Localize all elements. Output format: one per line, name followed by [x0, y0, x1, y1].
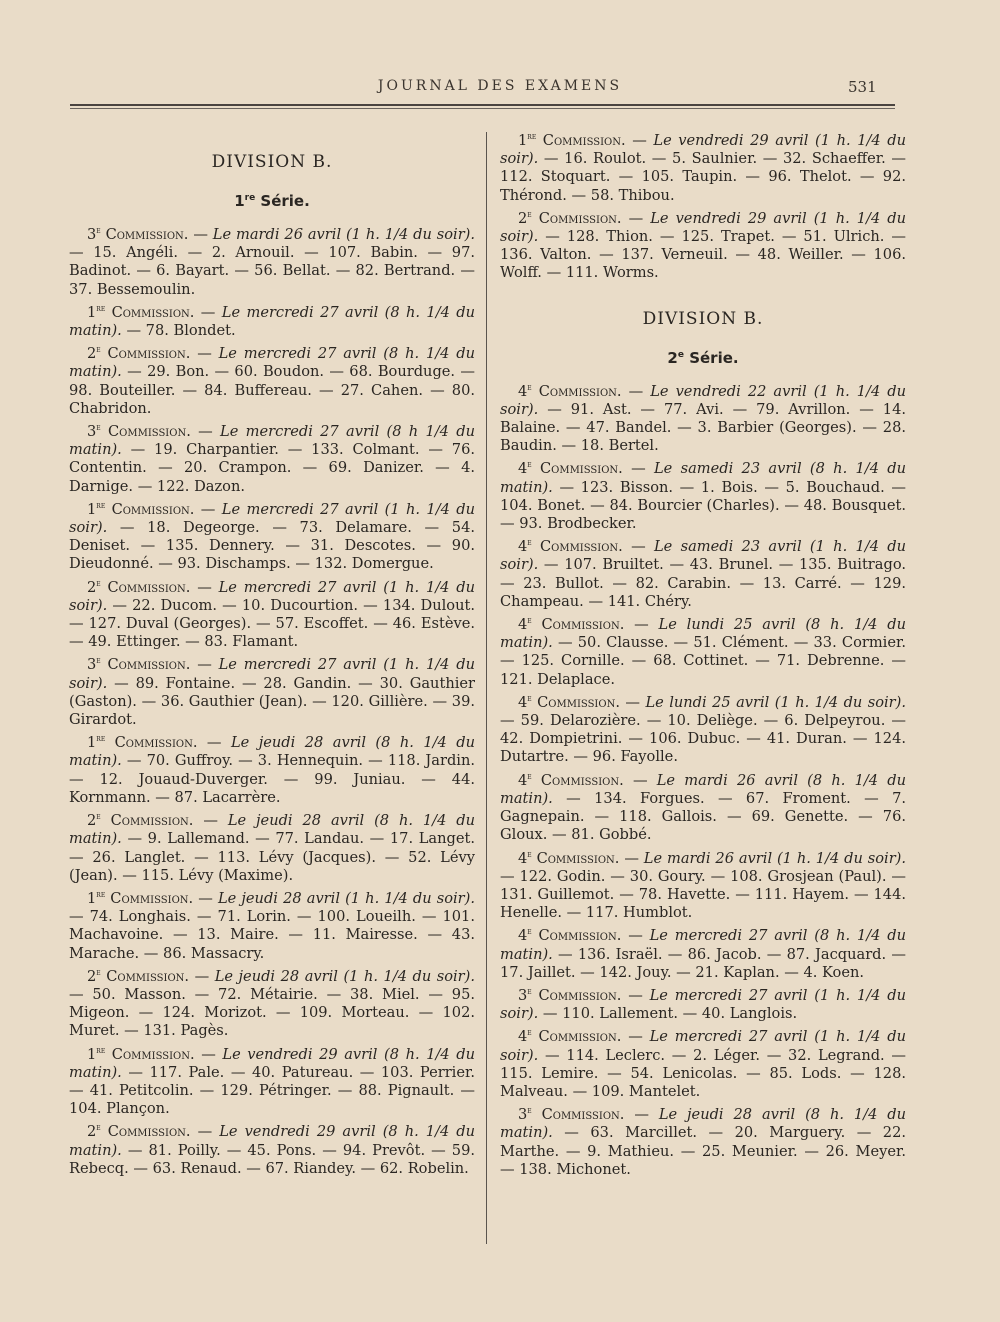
commission-ordinal: e	[96, 1123, 101, 1134]
commission-ordinal: e	[96, 967, 101, 978]
candidate-list: — 110. Lallement. — 40. Langlois.	[538, 1005, 798, 1023]
separator: —	[193, 812, 228, 830]
exam-date: Le mardi 26 avril (8 h. 1/4 du matin).	[500, 771, 907, 807]
commission-entry	[69, 304, 475, 340]
exam-date: Le samedi 23 avril (8 h. 1/4 du matin).	[500, 460, 907, 496]
commission-entry	[500, 383, 906, 456]
commission-entry	[69, 734, 475, 807]
commission-ordinal: e	[96, 812, 101, 823]
exam-date: Le mercredi 27 avril (8 h. 1/4 du matin).	[69, 303, 476, 340]
commission-label: Commission.	[100, 967, 190, 985]
commission-label: Commission.	[531, 538, 623, 556]
commission-entry	[500, 987, 906, 1023]
commission-entry	[500, 1028, 906, 1101]
commission-number: 4	[518, 382, 528, 400]
commission-number: 4	[518, 460, 528, 478]
commission-label: Commission.	[100, 1123, 191, 1141]
commission-label: Commission.	[531, 460, 623, 478]
commission-entry	[69, 656, 475, 729]
commission-ordinal: re	[96, 1045, 106, 1056]
commission-label: Commission.	[531, 382, 622, 400]
exam-date: Le mercredi 27 avril (1 h. 1/4 du soir).	[69, 500, 476, 537]
commission-entry	[69, 812, 475, 885]
running-title: JOURNAL DES EXAMENS	[377, 78, 623, 94]
candidate-list: — 50. Clausse. — 51. Clément. — 33. Cormier. — 125. Cornille. — 68. Cottinet. — 71. Debrenne. — 121. Delaplace.	[500, 634, 906, 688]
commission-ordinal: e	[96, 423, 101, 434]
commission-number: 2	[87, 345, 97, 363]
division-heading: DIVISION B.	[642, 308, 764, 329]
right-column	[500, 132, 906, 1184]
exam-date: Le mercredi 27 avril (1 h. 1/4 du soir).	[69, 656, 475, 692]
commission-label: Commission.	[531, 693, 620, 711]
separator: —	[197, 734, 231, 752]
serie-ordinal: re	[244, 193, 256, 203]
candidate-list: — 122. Godin. — 30. Goury. — 108. Grosjean (Paul). — 131. Guillemot. — 78. Havette. — 111. Hayem. — 144. Henelle. — 117. Humblot.	[500, 867, 906, 922]
commission-entry	[500, 1106, 906, 1179]
commission-number: 3	[87, 226, 97, 243]
exam-date: Le samedi 23 avril (1 h. 1/4 du soir).	[500, 538, 907, 574]
commission-ordinal: e	[527, 382, 532, 393]
commission-label: Commission.	[100, 423, 191, 441]
candidate-list: — 114. Leclerc. — 2. Léger. — 32. Legrand. — 115. Lemire. — 54. Lenicolas. — 85. Lods. — 128. Malveau. — 109. Mantelet.	[500, 1046, 906, 1100]
commission-ordinal: e	[527, 927, 532, 938]
candidate-list: — 136. Israël. — 86. Jacob. — 87. Jacquard. — 17. Jaillet. — 142. Jouy. — 21. Kaplan. — 4. Koen.	[500, 945, 906, 981]
commission-entry	[69, 1046, 475, 1119]
separator: —	[194, 303, 222, 321]
exam-date: Le mercredi 27 avril (1 h. 1/4 du soir).	[69, 578, 475, 614]
candidate-list: — 50. Masson. — 72. Métairie. — 38. Miel. — 95. Migeon. — 124. Morizot. — 109. Morteau. — 102. Muret. — 131. Pagès.	[69, 985, 475, 1040]
candidate-list: — 107. Bruiltet. — 43. Brunel. — 135. Buitrago. — 23. Bullot. — 82. Carabin. — 13. Carré. — 129. Champeau. — 141. Chéry.	[500, 556, 906, 610]
exam-date: Le vendredi 29 avril (1 h. 1/4 du soir).	[500, 132, 906, 168]
commission-number: 1	[87, 500, 97, 518]
serie-heading	[500, 349, 906, 371]
exam-date: Le mardi 26 avril (1 h. 1/4 du soir).	[643, 849, 907, 867]
separator: —	[188, 226, 213, 243]
commission-ordinal: e	[527, 694, 532, 705]
exam-date: Le lundi 25 avril (1 h. 1/4 du soir).	[645, 693, 906, 711]
commission-entry	[69, 968, 475, 1041]
commission-ordinal: e	[527, 616, 532, 627]
candidate-list: — 91. Ast. — 77. Avi. — 79. Avrillon. — 14. Balaine. — 47. Bandel. — 3. Barbier (Georges). — 28. Baudin. — 18. Bertel.	[500, 400, 906, 455]
column-divider	[486, 132, 487, 1244]
commission-ordinal: e	[527, 1106, 532, 1117]
commission-number: 1	[518, 132, 528, 149]
commission-number: 4	[518, 538, 528, 556]
separator: —	[190, 656, 219, 674]
commission-ordinal: e	[96, 226, 101, 237]
serie-number: 2	[667, 348, 678, 367]
header-rule	[70, 104, 895, 106]
separator: —	[624, 616, 659, 634]
commission-entry	[500, 850, 906, 923]
left-column	[69, 132, 475, 1183]
commission-number: 4	[518, 693, 528, 711]
commission-label: Commission.	[100, 656, 191, 674]
commission-label: Commission.	[100, 226, 189, 243]
candidate-list: — 70. Guffroy. — 3. Hennequin. — 118. Jardin. — 12. Jouaud-Duverger. — 99. Juniau. — 44. Kornmann. — 87. Lacarrère.	[69, 752, 475, 806]
serie-word: Série.	[683, 348, 739, 367]
separator: —	[194, 1045, 223, 1063]
separator: —	[190, 345, 219, 363]
commission-ordinal: e	[527, 460, 532, 471]
candidate-list: — 15. Angéli. — 2. Arnouil. — 107. Babin. — 97. Badinot. — 6. Bayart. — 56. Bellat. — 82. Bertrand. — 37. Bessemoulin.	[69, 244, 475, 298]
separator: —	[619, 693, 646, 711]
commission-number: 4	[518, 616, 528, 634]
commission-number: 3	[518, 986, 528, 1004]
commission-number: 3	[87, 656, 97, 674]
candidate-list: — 81. Poilly. — 45. Pons. — 94. Prevôt. — 59. Rebecq. — 63. Renaud. — 67. Riandey. — 62. Robelin.	[69, 1141, 475, 1177]
commission-entry	[69, 226, 475, 299]
candidate-list: — 59. Delarozière. — 10. Deliège. — 6. Delpeyrou. — 42. Dompietrini. — 106. Dubuc. — 41. Duran. — 124. Dutartre. — 96. Fayolle.	[500, 712, 906, 766]
exam-date: Le jeudi 28 avril (1 h. 1/4 du soir).	[214, 967, 475, 985]
separator: —	[190, 1123, 220, 1141]
commission-number: 1	[87, 1045, 97, 1063]
commission-ordinal: e	[96, 656, 101, 667]
exam-date: Le vendredi 29 avril (8 h. 1/4 du matin).	[69, 1123, 476, 1159]
separator: —	[622, 460, 654, 478]
exam-date: Le jeudi 28 avril (8 h. 1/4 du matin).	[69, 812, 475, 848]
exam-date: Le vendredi 22 avril (1 h. 1/4 du soir).	[500, 382, 907, 418]
commission-entry	[69, 345, 475, 418]
entry-list	[500, 132, 906, 283]
commission-entry	[500, 616, 906, 689]
serie-number: 1	[234, 192, 245, 210]
commission-ordinal: e	[527, 771, 532, 782]
commission-label: Commission.	[531, 616, 625, 634]
commission-entry	[500, 538, 906, 611]
commission-number: 3	[87, 423, 97, 441]
commission-number: 1	[87, 889, 97, 907]
commission-entry	[500, 132, 906, 205]
candidate-list: — 74. Longhais. — 71. Lorin. — 100. Loueilh. — 101. Machavoine. — 13. Maire. — 11. Mairesse. — 43. Marache. — 86. Massacry.	[69, 908, 475, 962]
candidate-list: — 18. Degeorge. — 73. Delamare. — 54. Deniset. — 135. Dennery. — 31. Descotes. — 90. Dieudonné. — 93. Dischamps. — 132. Domergue.	[69, 519, 475, 573]
candidate-list: — 123. Bisson. — 1. Bois. — 5. Bouchaud. — 104. Bonet. — 84. Bourcier (Charles). — 48. Bousquet. — 93. Brodbecker.	[500, 478, 906, 533]
commission-ordinal: re	[96, 500, 106, 511]
separator: —	[625, 132, 654, 149]
commission-entry	[500, 460, 906, 533]
commission-number: 4	[518, 927, 528, 945]
commission-number: 2	[87, 812, 97, 830]
candidate-list: — 134. Forgues. — 67. Froment. — 7. Gagnepain. — 118. Gallois. — 69. Genette. — 76. Gloux. — 81. Gobbé.	[500, 789, 906, 844]
commission-label: Commission.	[531, 771, 624, 789]
candidate-list: — 16. Roulot. — 5. Saulnier. — 32. Schaeffer. — 112. Stoquart. — 105. Taupin. — 96. Thelot. — 92. Thérond. — 58. Thibou.	[500, 150, 906, 204]
commission-entry	[500, 694, 906, 767]
commission-ordinal: e	[96, 345, 101, 356]
header-rule-thin	[70, 108, 895, 109]
commission-label: Commission.	[536, 132, 626, 149]
candidate-list: — 89. Fontaine. — 28. Gandin. — 30. Gauthier (Gaston). — 36. Gauthier (Jean). — 120. Gillière. — 39. Girardot.	[69, 674, 475, 729]
exam-date: Le vendredi 29 avril (8 h. 1/4 du matin).	[69, 1045, 475, 1081]
separator: —	[623, 771, 657, 789]
candidate-list: — 78. Blondet.	[121, 322, 236, 340]
commission-label: Commission.	[531, 849, 620, 867]
commission-ordinal: e	[96, 578, 101, 589]
separator: —	[190, 578, 219, 596]
candidate-list: — 29. Bon. — 60. Boudon. — 68. Bourduge. — 98. Bouteiller. — 84. Buffereau. — 27. Cahen. — 80. Chabridon.	[69, 363, 475, 417]
serie-ordinal: e	[677, 349, 684, 360]
commission-label: Commission.	[105, 303, 195, 321]
serie-heading	[69, 192, 475, 214]
separator: —	[193, 889, 218, 907]
commission-entry	[69, 501, 475, 574]
exam-date: Le jeudi 28 avril (8 h. 1/4 du matin).	[69, 734, 475, 770]
commission-label: Commission.	[531, 209, 622, 227]
commission-label: Commission.	[531, 1106, 625, 1124]
separator: —	[190, 423, 220, 441]
commission-entry	[500, 772, 906, 845]
page-number: 531	[848, 78, 877, 96]
commission-entry	[69, 579, 475, 652]
commission-ordinal: e	[527, 538, 532, 549]
candidate-list: — 117. Pale. — 40. Patureau. — 103. Perrier. — 41. Petitcolin. — 129. Pétringer. — 88. Pignault. — 104. Plançon.	[69, 1063, 475, 1118]
entry-list	[500, 383, 906, 1179]
commission-number: 2	[518, 209, 528, 227]
commission-number: 2	[87, 1123, 97, 1141]
exam-date: Le vendredi 29 avril (1 h. 1/4 du soir).	[500, 209, 907, 246]
candidate-list: — 63. Marcillet. — 20. Marguery. — 22. Marthe. — 9. Mathieu. — 25. Meunier. — 26. Meyer. — 138. Michonet.	[500, 1124, 906, 1178]
commission-label: Commission.	[100, 812, 194, 830]
separator: —	[624, 1106, 659, 1124]
commission-label: Commission.	[105, 889, 194, 907]
exam-date: Le mercredi 27 avril (8 h. 1/4 du matin).	[500, 927, 906, 963]
commission-entry	[69, 890, 475, 963]
commission-ordinal: re	[96, 890, 106, 901]
commission-entry	[500, 210, 906, 283]
commission-number: 4	[518, 771, 528, 789]
separator: —	[194, 500, 222, 518]
division-heading: DIVISION B.	[211, 152, 333, 172]
candidate-list: — 128. Thion. — 125. Trapet. — 51. Ulrich. — 136. Valton. — 137. Verneuil. — 48. Weiller. — 106. Wolff. — 111. Worms.	[500, 228, 906, 282]
commission-number: 4	[518, 849, 528, 867]
candidate-list: — 19. Charpantier. — 133. Colmant. — 76. Contentin. — 20. Crampon. — 69. Danizer. — 4. Darnige. — 122. Dazon.	[69, 441, 475, 495]
commission-label: Commission.	[105, 500, 195, 518]
separator: —	[621, 927, 650, 945]
commission-label: Commission.	[105, 1045, 195, 1063]
serie-word: Série.	[255, 192, 310, 210]
exam-date: Le mardi 26 avril (1 h. 1/4 du soir).	[212, 226, 476, 243]
candidate-list: — 9. Lallemand. — 77. Landau. — 17. Langet. — 26. Langlet. — 113. Lévy (Jacques). — 52. Lévy (Jean). — 115. Lévy (Maxime).	[69, 830, 475, 884]
commission-label: Commission.	[105, 734, 198, 752]
commission-ordinal: e	[527, 1028, 532, 1039]
commission-ordinal: e	[527, 849, 532, 860]
exam-date: Le jeudi 28 avril (1 h. 1/4 du soir).	[217, 889, 475, 907]
exam-date: Le mercredi 27 avril (8 h 1/4 du matin).	[69, 423, 475, 459]
exam-date: Le lundi 25 avril (8 h. 1/4 du matin).	[500, 616, 906, 652]
commission-entry	[500, 927, 906, 982]
commission-number: 1	[87, 303, 97, 321]
commission-ordinal: e	[527, 209, 532, 220]
commission-entry	[69, 423, 475, 496]
candidate-list: — 22. Ducom. — 10. Ducourtion. — 134. Dulout. — 127. Duval (Georges). — 57. Escoffet. — 46. Estève. — 49. Ettinger. — 83. Flamant.	[69, 596, 475, 651]
exam-date: Le mercredi 27 avril (8 h. 1/4 du matin).	[69, 345, 475, 381]
separator: —	[621, 209, 651, 227]
separator: —	[189, 967, 215, 985]
commission-ordinal: re	[96, 303, 106, 314]
commission-ordinal: re	[527, 132, 537, 143]
entry-list	[69, 226, 475, 1178]
commission-number: 4	[518, 1028, 528, 1046]
commission-label: Commission.	[531, 927, 622, 945]
commission-ordinal: e	[527, 987, 532, 998]
separator: —	[621, 986, 650, 1004]
separator: —	[621, 382, 651, 400]
separator: —	[619, 849, 644, 867]
commission-label: Commission.	[531, 986, 622, 1004]
commission-number: 2	[87, 967, 97, 985]
separator: —	[621, 1028, 650, 1046]
commission-number: 1	[87, 734, 97, 752]
commission-label: Commission.	[531, 1028, 622, 1046]
commission-entry	[69, 1123, 475, 1178]
exam-date: Le mercredi 27 avril (1 h. 1/4 du soir).	[500, 986, 906, 1023]
separator: —	[622, 538, 654, 556]
commission-label: Commission.	[100, 345, 191, 363]
commission-ordinal: re	[96, 734, 106, 745]
commission-number: 2	[87, 578, 97, 596]
commission-number: 3	[518, 1106, 528, 1124]
commission-label: Commission.	[100, 578, 191, 596]
exam-date: Le mercredi 27 avril (1 h. 1/4 du soir).	[500, 1028, 906, 1064]
exam-date: Le jeudi 28 avril (8 h. 1/4 du matin).	[500, 1106, 906, 1142]
